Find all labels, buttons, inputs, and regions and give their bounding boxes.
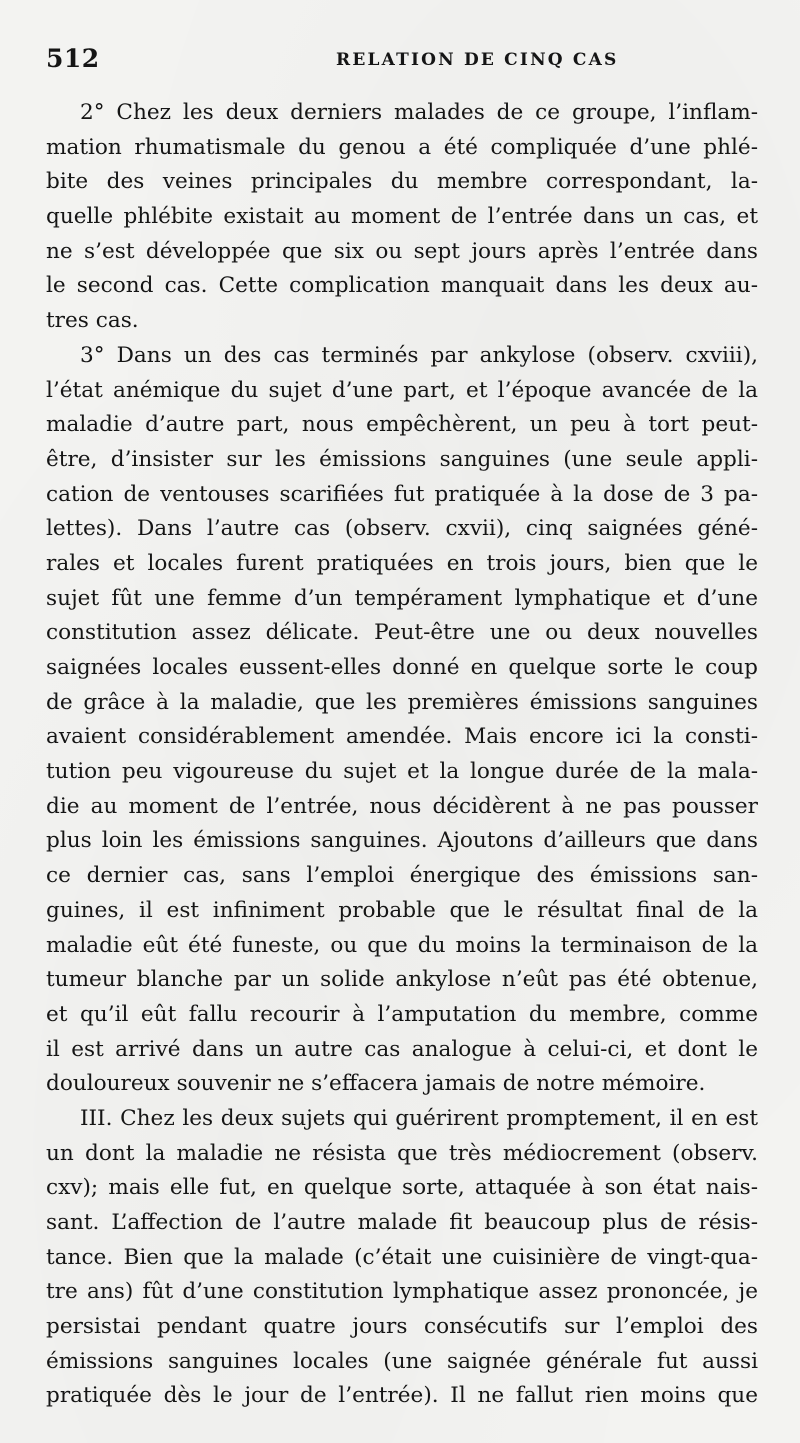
- text-line: rales et locales furent pratiquées en trois jours, bien que le: [46, 550, 758, 576]
- text-line: sujet fût une femme d’un tempérament lymphatique et d’une: [46, 585, 758, 611]
- text-line: die au moment de l’entrée, nous décidèrent à ne pas pousser: [46, 793, 758, 819]
- text-line: émissions sanguines locales (une saignée générale fut aussi: [46, 1348, 758, 1374]
- text-line: tres cas.: [46, 308, 139, 334]
- text-line: tumeur blanche par un solide ankylose n’eût pas été obtenue,: [46, 967, 758, 993]
- text-line: 2° Chez les deux derniers malades de ce groupe, l’inflam-: [80, 100, 758, 125]
- text-line: persistai pendant quatre jours consécutifs sur l’emploi des: [46, 1314, 758, 1340]
- text-line: et qu’il eût fallu recourir à l’amputation du membre, comme: [46, 1001, 758, 1027]
- text-line: saignées locales eussent-elles donné en quelque sorte le coup: [46, 655, 758, 680]
- text-line: tre ans) fût d’une constitution lymphatique assez prononcée, je: [46, 1279, 758, 1305]
- text-line: tance. Bien que la malade (c’était une cuisinière de vingt-qua-: [46, 1244, 758, 1270]
- text-line: pratiquée dès le jour de l’entrée). Il ne fallut rien moins que: [46, 1383, 758, 1409]
- text-line: bite des veines principales du membre correspondant, la-: [46, 169, 758, 195]
- text-line: sant. L’affection de l’autre malade fit beaucoup plus de résis-: [46, 1210, 758, 1235]
- page-header: [46, 44, 760, 76]
- text-line: un dont la maladie ne résista que très médiocrement (observ.: [46, 1140, 758, 1166]
- text-line: avaient considérablement amendée. Mais encore ici la consti-: [46, 724, 758, 750]
- text-line: cation de ventouses scarifiées fut pratiquée à la dose de 3 pa-: [46, 481, 758, 507]
- running-head: RELATION DE CINQ CAS: [336, 50, 619, 70]
- text-line: constitution assez délicate. Peut-être une ou deux nouvelles: [46, 620, 758, 646]
- page-number: 512: [46, 44, 100, 73]
- text-line: l’état anémique du sujet d’une part, et l’époque avancée de la: [46, 377, 758, 403]
- text-line: ne s’est développée que six ou sept jours après l’entrée dans: [46, 238, 758, 264]
- text-line: maladie eût été funeste, ou que du moins la terminaison de la: [46, 932, 758, 958]
- text-line: douloureux souvenir ne s’effacera jamais de notre mémoire.: [46, 1071, 706, 1097]
- text-line: le second cas. Cette complication manquait dans les deux au-: [46, 273, 758, 299]
- text-line: plus loin les émissions sanguines. Ajoutons d’ailleurs que dans: [46, 828, 758, 854]
- text-line: mation rhumatismale du genou a été compliquée d’une phlé-: [46, 134, 758, 160]
- text-line: il est arrivé dans un autre cas analogue à celui-ci, et dont le: [46, 1036, 758, 1062]
- text-line: maladie d’autre part, nous empêchèrent, un peu à tort peut-: [46, 412, 758, 438]
- text-line: III. Chez les deux sujets qui guérirent promptement, il en est: [80, 1105, 758, 1131]
- text-line: quelle phlébite existait au moment de l’entrée dans un cas, et: [46, 204, 758, 230]
- text-line: ce dernier cas, sans l’emploi énergique des émissions san-: [46, 863, 758, 889]
- text-line: être, d’insister sur les émissions sanguines (une seule appli-: [46, 446, 758, 472]
- text-line: guines, il est infiniment probable que le résultat final de la: [46, 897, 758, 923]
- text-line: 3° Dans un des cas terminés par ankylose (observ. cxviii),: [80, 342, 758, 368]
- text-line: de grâce à la maladie, que les premières émissions sanguines: [46, 689, 758, 715]
- text-line: cxv); mais elle fut, en quelque sorte, attaquée à son état nais-: [46, 1175, 758, 1201]
- text-line: lettes). Dans l’autre cas (observ. cxvii), cinq saignées géné-: [46, 516, 758, 542]
- body-text: [46, 96, 758, 1414]
- text-line: tution peu vigoureuse du sujet et la longue durée de la mala-: [46, 759, 758, 785]
